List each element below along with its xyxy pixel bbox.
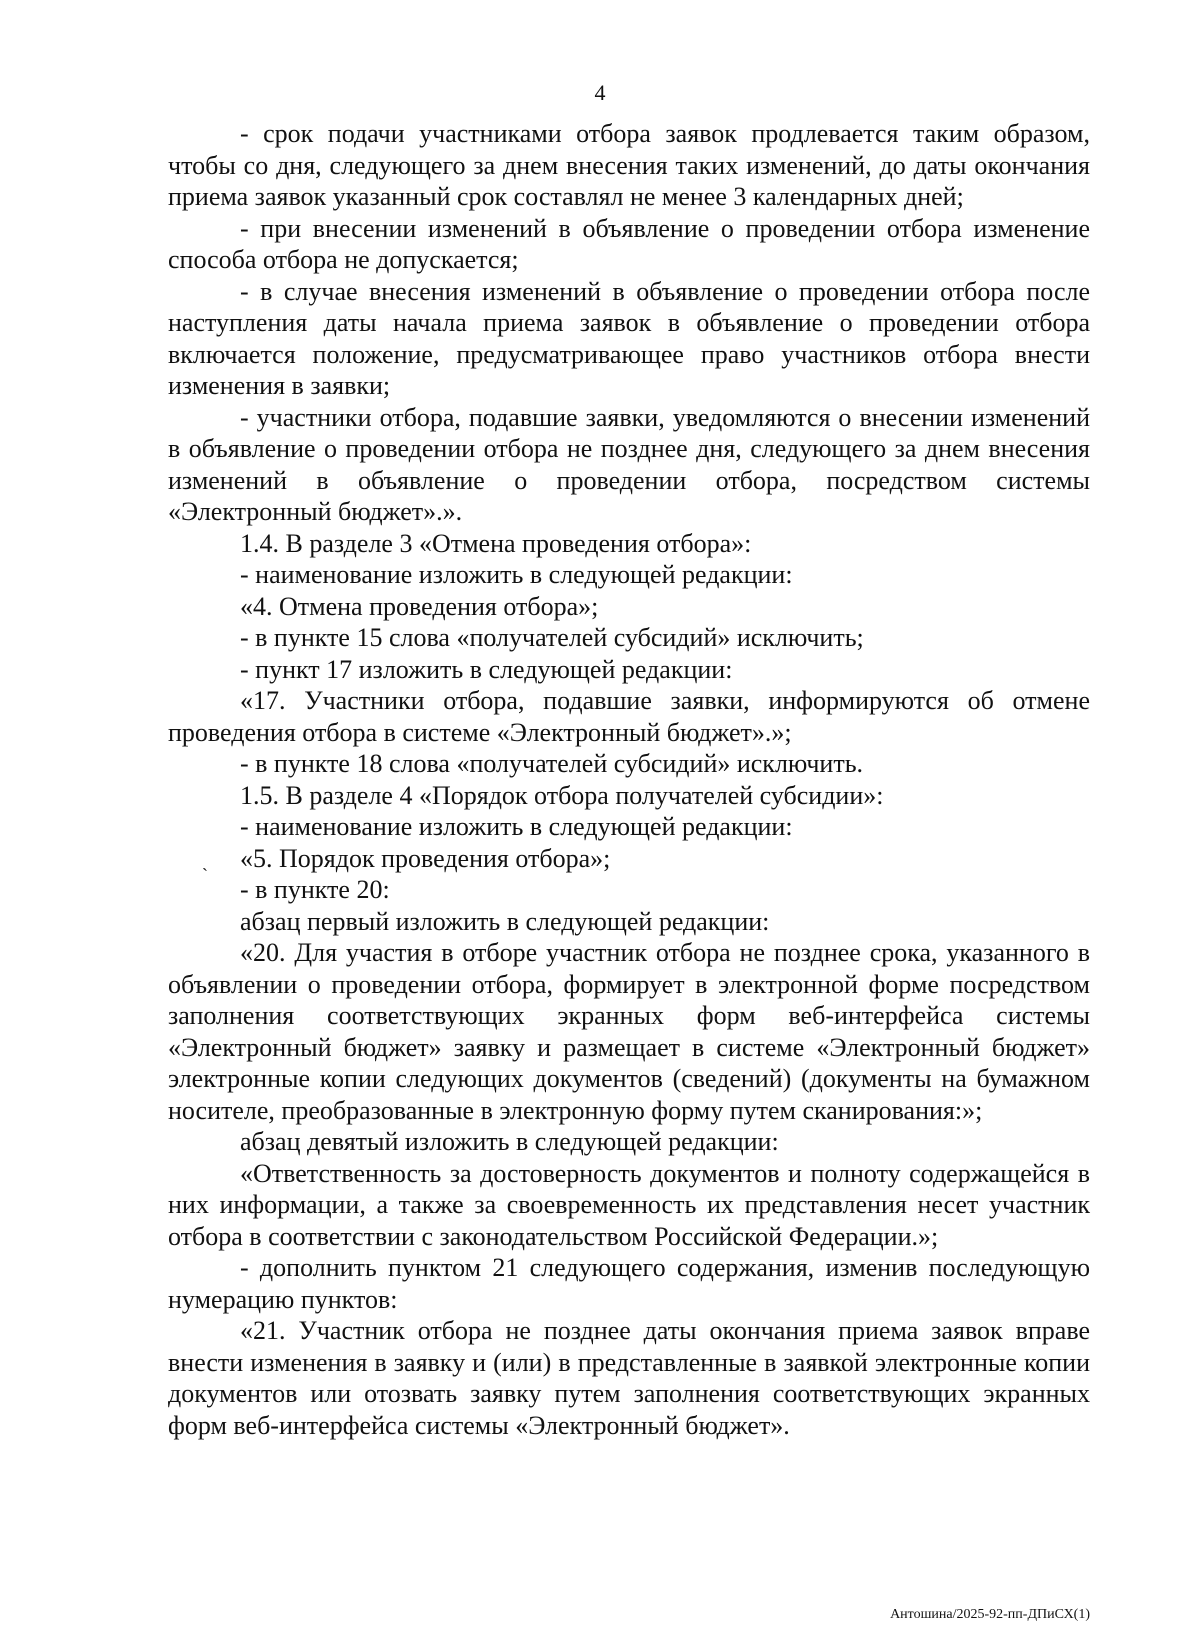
paragraph-item-18: - в пункте 18 слова «получателей субсидий» исключить. — [240, 749, 864, 778]
paragraph-section-3-heading: 1.4. В разделе 3 «Отмена проведения отбора»: — [240, 528, 752, 558]
paragraph-item-20-text: «20. Для участия в отборе участник отбора не позднее срока, указанного в объявлении о проведении отбора, формирует в электронной форме посредством заполнения соответствующих экранных форм веб-интерфейса системы «Электронный бюджет» заявку и размещает в системе «Электронный бюджет» электронные копии следующих документов (сведений) (документы на бумажном носителе, преобразованные в электронную форму путем сканирования:»; — [168, 938, 1090, 1125]
paragraph-item-21-text: «21. Участник отбора не позднее даты окончания приема заявок вправе внести изменения в заявку и (или) в представленные в заявкой электронные копии документов или отозвать заявку путем заполнения соответствующих экранных форм веб-интерфейса системы «Электронный бюджет». — [168, 1316, 1090, 1440]
paragraph-item-15: - в пункте 15 слова «получателей субсидий» исключить; — [240, 623, 864, 652]
paragraph-ninth-abzac: абзац девятый изложить в следующей редакции: — [240, 1127, 779, 1156]
page-number: 4 — [594, 80, 606, 105]
paragraph-responsibility: «Ответственность за достоверность документов и полноту содержащейся в них информации, а также за своевременность их представления несет участник отбора в соответствии с законодательством Российской Федерации.»; — [168, 1158, 1090, 1251]
paragraph-item-17-wording: - пункт 17 изложить в следующей редакции: — [240, 654, 733, 684]
paragraph-first-abzac: абзац первый изложить в следующей редакции: — [240, 906, 770, 936]
paragraph-title-wording: - наименование изложить в следующей редакции: — [240, 560, 793, 589]
document-reference-footer: Антошина/2025-92-пп-ДПиСХ(1) — [890, 1607, 1090, 1622]
document-body — [168, 118, 1090, 1441]
paragraph-add-item-21: - дополнить пунктом 21 следующего содержания, изменив последующую нумерацию пунктов: — [168, 1253, 1090, 1314]
paragraph-new-title-5: «5. Порядок проведения отбора»; — [240, 843, 611, 873]
paragraph-item-17-text: «17. Участники отбора, подавшие заявки, информируются об отмене проведения отбора в системе «Электронный бюджет».»; — [168, 686, 1090, 747]
paragraph-deadline-extension: - срок подачи участниками отбора заявок продлевается таким образом, чтобы со дня, следующего за днем внесения таких изменений, до даты окончания приема заявок указанный срок составлял не менее 3 календарных дней; — [168, 119, 1090, 211]
paragraph-item-20: - в пункте 20: — [240, 875, 390, 904]
paragraph-new-title-4: «4. Отмена проведения отбора»; — [240, 591, 599, 621]
paragraph-section-4-heading: 1.5. В разделе 4 «Порядок отбора получателей субсидии»: — [240, 780, 884, 810]
paragraph-title-wording-2: - наименование изложить в следующей редакции: — [240, 812, 793, 841]
paragraph-changes-after-start: - в случае внесения изменений в объявление о проведении отбора после наступления даты начала приема заявок в объявление о проведении отбора включается положение, предусматривающее право участников отбора внести изменения в заявки; — [168, 276, 1090, 400]
paragraph-notify-participants: - участники отбора, подавшие заявки, уведомляются о внесении изменений в объявление о проведении отбора не позднее дня, следующего за днем внесения изменений в объявление о проведении отбора, посредством системы «Электронный бюджет».». — [168, 402, 1090, 526]
scan-artifact-mark: ` — [202, 865, 208, 885]
paragraph-method-change: - при внесении изменений в объявление о проведении отбора изменение способа отбора не допускается; — [168, 213, 1090, 274]
